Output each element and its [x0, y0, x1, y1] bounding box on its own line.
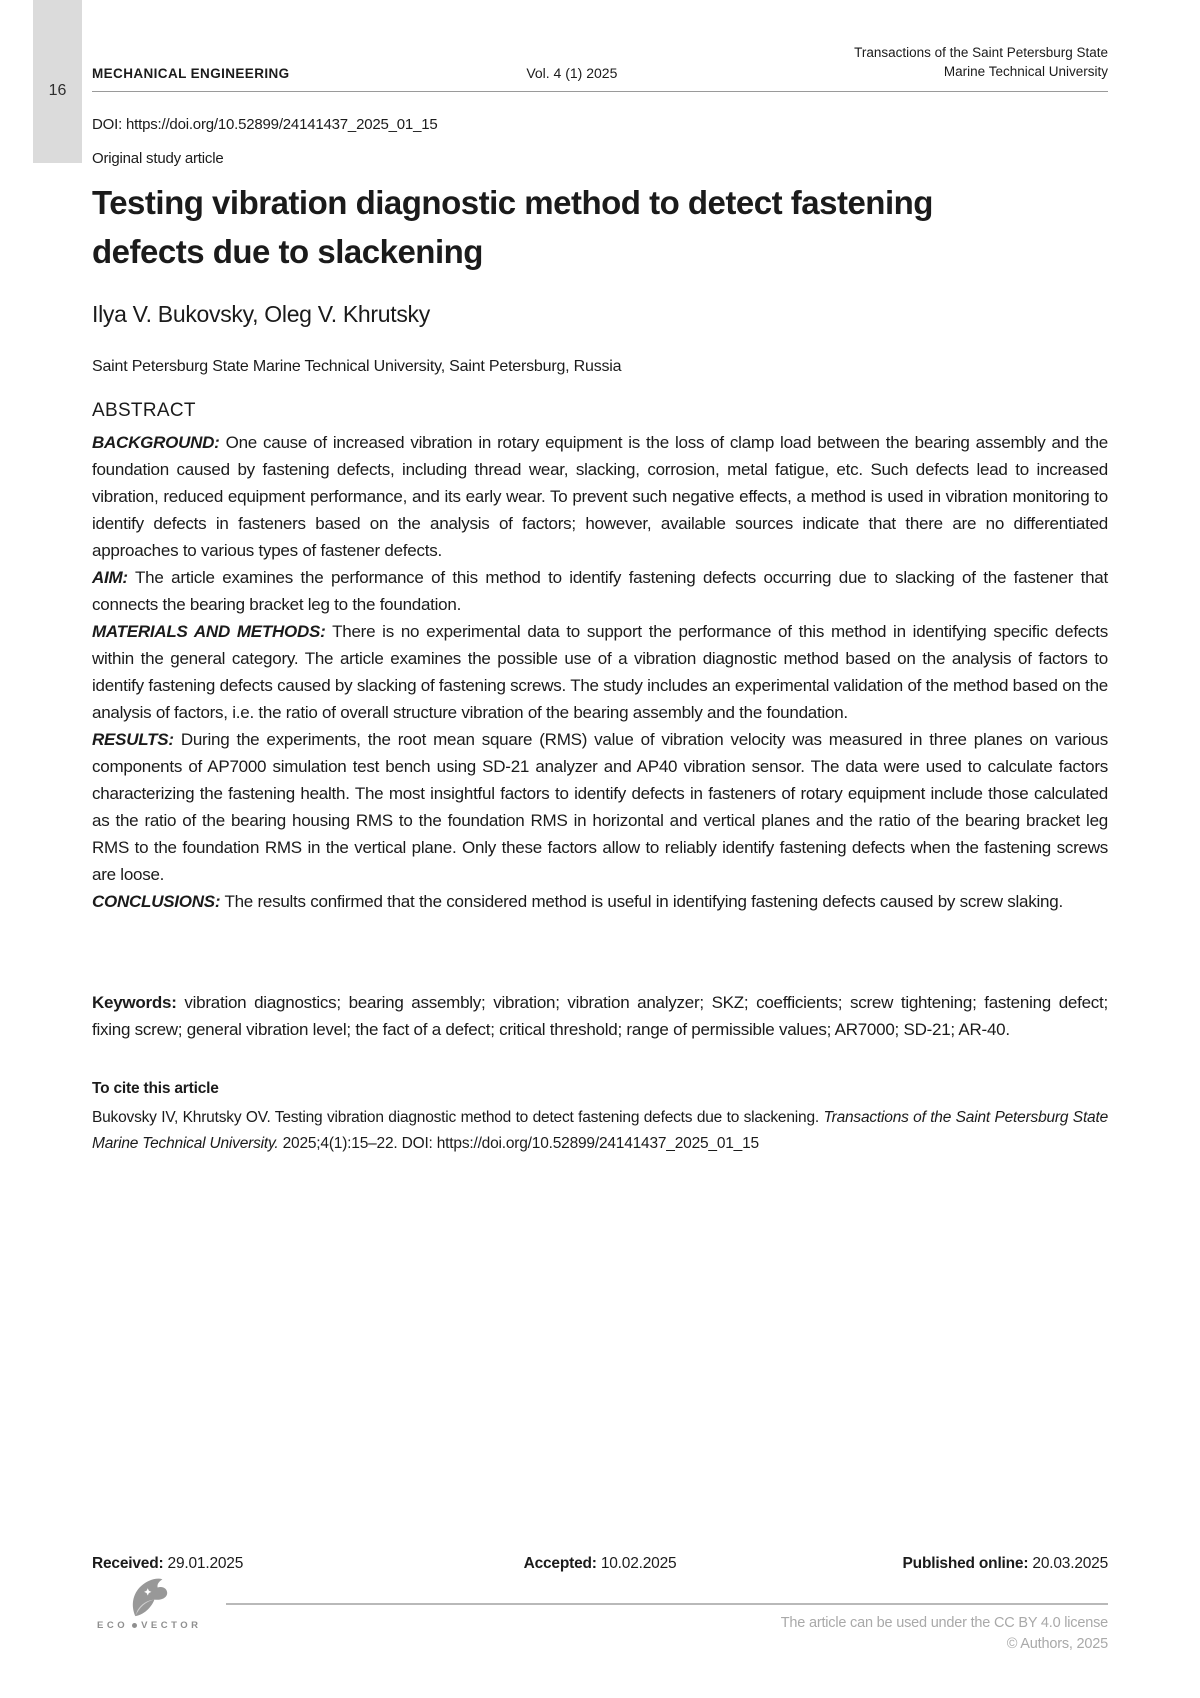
accepted-label: Accepted:: [523, 1555, 597, 1572]
copyright-line: © Authors, 2025: [1006, 1636, 1108, 1652]
article-title: Testing vibration diagnostic method to detect fastening defects due to slackening: [92, 184, 933, 270]
abstract-label-aim: AIM:: [92, 568, 128, 587]
abstract-section-aim: [92, 564, 1108, 618]
page-number-box: [33, 0, 82, 163]
abstract-section-materials: [92, 618, 1108, 726]
article-dates-row: [92, 1555, 1108, 1573]
citation-text-start: Bukovsky IV, Khrutsky OV. Testing vibration diagnostic method to detect fastening defects due to slackening.: [92, 1109, 824, 1126]
citation-journal-italic: Transactions of the Saint Petersburg State Marine Technical University.: [92, 1109, 1109, 1152]
keywords-label: Keywords:: [92, 993, 177, 1012]
footer-rule: [226, 1603, 1108, 1605]
abstract-label-materials: MATERIALS AND METHODS:: [92, 622, 326, 641]
abstract-heading: ABSTRACT: [92, 400, 196, 421]
published-date: [769, 1555, 1108, 1573]
keywords-text: vibration diagnostics; bearing assembly; vibration; vibration analyzer; SKZ; coefficients; screw tightening; fastening defect; fixing screw; general vibration level; the fact of a defect; critical threshold; range of permissible values; AR7000; SD-21; AR-40.: [92, 993, 1108, 1039]
accepted-date: [431, 1555, 770, 1573]
abstract-label-conclusions: CONCLUSIONS:: [92, 892, 221, 911]
license-line: The article can be used under the CC BY 4.0 license: [780, 1615, 1108, 1631]
logo-text-vector: VECTOR: [141, 1620, 202, 1631]
abstract-text-results: During the experiments, the root mean square (RMS) value of vibration velocity was measured in three planes on various components of AP7000 simulation test bench using SD-21 analyzer and AP40 vibration sensor. The data were used to calculate factors characterizing the fastening health. The most insightful factors to identify defects in fasteners of rotary equipment include those calculated as the ratio of the bearing housing RMS to the foundation RMS in horizontal and vertical planes and the ratio of the bearing bracket leg RMS to the foundation RMS in the vertical plane. Only these factors allow to reliably identify fastening defects when the fastening screws are loose.: [92, 730, 1108, 884]
license-block: [508, 1613, 1108, 1655]
affiliation-line: Saint Petersburg State Marine Technical University, Saint Petersburg, Russia: [92, 358, 622, 375]
authors-line: Ilya V. Bukovsky, Oleg V. Khrutsky: [92, 301, 430, 327]
abstract-body: [92, 429, 1108, 915]
abstract-section-results: [92, 726, 1108, 888]
logo-text-eco: ECO: [97, 1620, 129, 1631]
accepted-value: 10.02.2025: [596, 1555, 677, 1572]
article-type-label: Original study article: [92, 150, 224, 167]
abstract-text-background: One cause of increased vibration in rotary equipment is the loss of clamp load between the bearing assembly and the foundation caused by fastening defects, including thread wear, slacking, corrosion, metal fatigue, etc. Such defects lead to increased vibration, reduced equipment performance, and its early wear. To prevent such negative effects, a method is used in vibration monitoring to identify defects in fasteners based on the analysis of factors; however, available sources indicate that there are no differentiated approaches to various types of fastener defects.: [92, 433, 1108, 560]
running-head: [92, 38, 1108, 92]
journal-name-line2: Marine Technical University: [943, 64, 1108, 79]
abstract-text-materials: There is no experimental data to support the performance of this method in identifying specific defects within the general category. The article examines the possible use of a vibration diagnostic method based on the analysis of factors to identify fastening defects caused by slacking of fastening screws. The study includes an experimental validation of the method based on the analysis of factors, i.e. the ratio of overall structure vibration of the bearing assembly and the foundation.: [92, 622, 1108, 722]
published-label: Published online:: [902, 1555, 1029, 1572]
section-title: MECHANICAL ENGINEERING: [92, 66, 290, 81]
abstract-label-background: BACKGROUND:: [92, 433, 220, 452]
page-number: 16: [48, 81, 67, 99]
cite-heading: To cite this article: [92, 1080, 219, 1097]
abstract-section-background: [92, 429, 1108, 564]
abstract-text-conclusions: The results confirmed that the considered method is useful in identifying fastening defects caused by screw slaking.: [220, 892, 1063, 911]
abstract-section-conclusions: [92, 888, 1108, 915]
ecovector-logo: [97, 1576, 207, 1631]
journal-name-line1: Transactions of the Saint Petersburg State: [854, 45, 1108, 60]
volume-label: Vol. 4 (1) 2025: [526, 65, 618, 81]
received-label: Received:: [92, 1555, 164, 1572]
citation-text-end: 2025;4(1):15–22. DOI: https://doi.org/10.52899/24141437_2025_01_15: [278, 1135, 759, 1152]
logo-dot-icon: [132, 1623, 137, 1628]
ecovector-bird-icon: [125, 1576, 169, 1618]
abstract-label-results: RESULTS:: [92, 730, 174, 749]
doi-link[interactable]: DOI: https://doi.org/10.52899/24141437_2025_01_15: [92, 116, 438, 133]
keywords-paragraph: [92, 989, 1108, 1043]
published-value: 20.03.2025: [1028, 1555, 1109, 1572]
journal-name: [854, 43, 1108, 81]
ecovector-logo-text: [97, 1620, 207, 1631]
received-value: 29.01.2025: [163, 1555, 244, 1572]
received-date: [92, 1555, 431, 1573]
citation-paragraph: [92, 1105, 1108, 1157]
abstract-text-aim: The article examines the performance of this method to identify fastening defects occurring due to slacking of the fastener that connects the bearing bracket leg to the foundation.: [92, 568, 1108, 614]
